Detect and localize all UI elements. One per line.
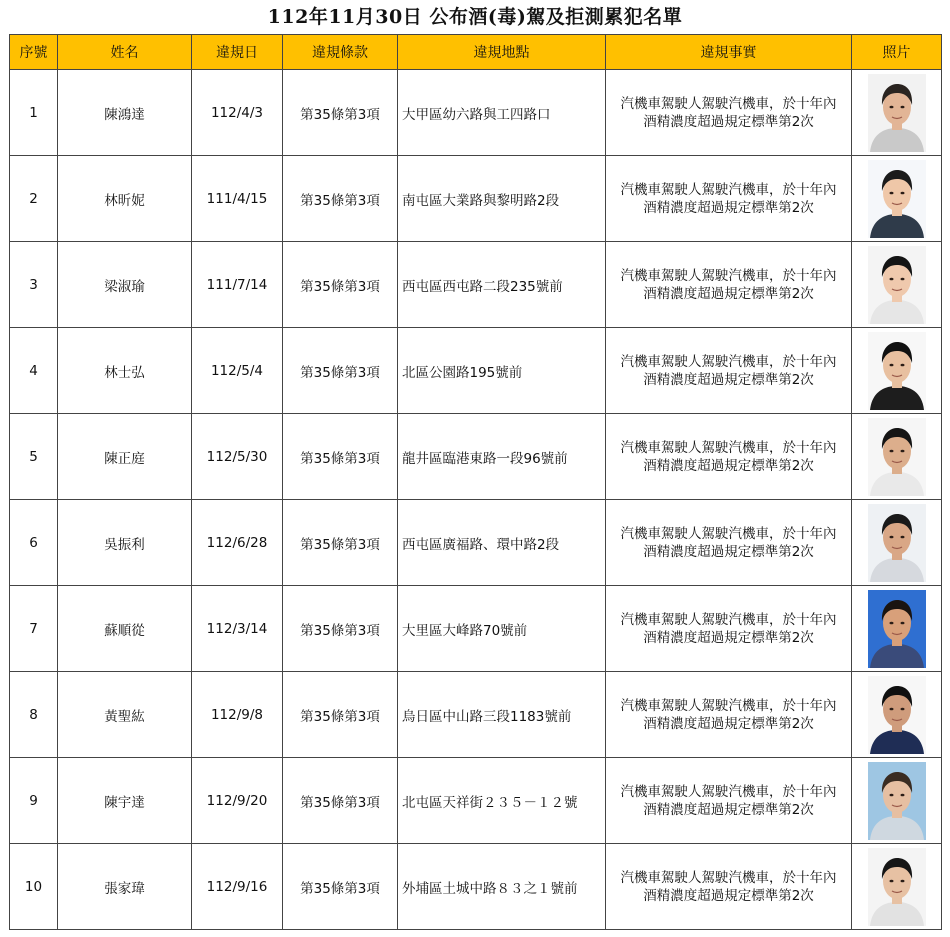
col-header-clause: 違規條款 xyxy=(283,35,398,70)
fact-line-2: 酒精濃度超過規定標準第2次 xyxy=(643,887,814,904)
cell-date: 111/7/14 xyxy=(192,242,283,328)
cell-name: 林昕妮 xyxy=(58,156,192,242)
cell-photo xyxy=(852,70,942,156)
offender-table xyxy=(9,34,942,930)
cell-number: 2 xyxy=(10,156,58,242)
cell-date: 112/5/4 xyxy=(192,328,283,414)
col-header-date: 違規日 xyxy=(192,35,283,70)
cell-date: 111/4/15 xyxy=(192,156,283,242)
cell-date: 112/4/3 xyxy=(192,70,283,156)
table-header-row xyxy=(10,35,942,70)
fact-line-2: 酒精濃度超過規定標準第2次 xyxy=(643,801,814,818)
cell-number: 10 xyxy=(10,844,58,930)
cell-photo xyxy=(852,156,942,242)
cell-location: 南屯區大業路與黎明路2段 xyxy=(398,156,606,242)
cell-photo xyxy=(852,758,942,844)
fact-line-1: 汽機車駕駛人駕駛汽機車，於十年內 xyxy=(620,697,837,714)
table-row xyxy=(10,414,942,500)
cell-photo xyxy=(852,242,942,328)
cell-location: 龍井區臨港東路一段96號前 xyxy=(398,414,606,500)
cell-name: 陳正庭 xyxy=(58,414,192,500)
cell-location: 大甲區幼六路與工四路口 xyxy=(398,70,606,156)
table-row xyxy=(10,500,942,586)
col-header-name: 姓名 xyxy=(58,35,192,70)
cell-location: 西屯區西屯路二段235號前 xyxy=(398,242,606,328)
cell-photo xyxy=(852,844,942,930)
cell-photo xyxy=(852,328,942,414)
portrait-photo xyxy=(868,418,926,496)
cell-number: 1 xyxy=(10,70,58,156)
cell-location: 北屯區天祥街２３５－１２號 xyxy=(398,758,606,844)
cell-name: 陳宇達 xyxy=(58,758,192,844)
col-header-photo: 照片 xyxy=(852,35,942,70)
cell-date: 112/9/16 xyxy=(192,844,283,930)
table-row xyxy=(10,328,942,414)
cell-fact xyxy=(606,500,852,586)
cell-location: 大里區大峰路70號前 xyxy=(398,586,606,672)
fact-line-2: 酒精濃度超過規定標準第2次 xyxy=(643,199,814,216)
cell-location: 外埔區土城中路８３之１號前 xyxy=(398,844,606,930)
col-header-fact: 違規事實 xyxy=(606,35,852,70)
cell-number: 3 xyxy=(10,242,58,328)
table-row xyxy=(10,242,942,328)
cell-fact xyxy=(606,586,852,672)
fact-line-1: 汽機車駕駛人駕駛汽機車，於十年內 xyxy=(620,611,837,628)
fact-line-2: 酒精濃度超過規定標準第2次 xyxy=(643,285,814,302)
cell-clause: 第35條第3項 xyxy=(283,672,398,758)
portrait-photo xyxy=(868,848,926,926)
table-row xyxy=(10,156,942,242)
cell-location: 烏日區中山路三段1183號前 xyxy=(398,672,606,758)
cell-fact xyxy=(606,414,852,500)
fact-line-1: 汽機車駕駛人駕駛汽機車，於十年內 xyxy=(620,869,837,886)
fact-line-2: 酒精濃度超過規定標準第2次 xyxy=(643,113,814,130)
cell-clause: 第35條第3項 xyxy=(283,586,398,672)
cell-clause: 第35條第3項 xyxy=(283,242,398,328)
fact-line-1: 汽機車駕駛人駕駛汽機車，於十年內 xyxy=(620,525,837,542)
table-row xyxy=(10,586,942,672)
table-row xyxy=(10,672,942,758)
cell-photo xyxy=(852,672,942,758)
cell-date: 112/5/30 xyxy=(192,414,283,500)
table-row xyxy=(10,758,942,844)
cell-date: 112/6/28 xyxy=(192,500,283,586)
cell-number: 4 xyxy=(10,328,58,414)
fact-line-1: 汽機車駕駛人駕駛汽機車，於十年內 xyxy=(620,353,837,370)
cell-photo xyxy=(852,586,942,672)
cell-fact xyxy=(606,844,852,930)
col-header-number: 序號 xyxy=(10,35,58,70)
fact-line-1: 汽機車駕駛人駕駛汽機車，於十年內 xyxy=(620,267,837,284)
cell-name: 蘇順從 xyxy=(58,586,192,672)
portrait-photo xyxy=(868,74,926,152)
cell-name: 張家瑋 xyxy=(58,844,192,930)
cell-fact xyxy=(606,672,852,758)
fact-line-1: 汽機車駕駛人駕駛汽機車，於十年內 xyxy=(620,439,837,456)
cell-name: 黃聖紘 xyxy=(58,672,192,758)
cell-number: 9 xyxy=(10,758,58,844)
cell-number: 5 xyxy=(10,414,58,500)
cell-location: 西屯區廣福路、環中路2段 xyxy=(398,500,606,586)
cell-date: 112/3/14 xyxy=(192,586,283,672)
portrait-photo xyxy=(868,676,926,754)
table-row xyxy=(10,70,942,156)
cell-name: 陳鴻達 xyxy=(58,70,192,156)
cell-clause: 第35條第3項 xyxy=(283,70,398,156)
cell-photo xyxy=(852,500,942,586)
cell-clause: 第35條第3項 xyxy=(283,844,398,930)
cell-number: 6 xyxy=(10,500,58,586)
portrait-photo xyxy=(868,762,926,840)
page-title: 112年11月30日 公布酒(毒)駕及拒測累犯名單 xyxy=(267,6,683,28)
fact-line-1: 汽機車駕駛人駕駛汽機車，於十年內 xyxy=(620,783,837,800)
cell-photo xyxy=(852,414,942,500)
cell-clause: 第35條第3項 xyxy=(283,500,398,586)
fact-line-2: 酒精濃度超過規定標準第2次 xyxy=(643,543,814,560)
fact-line-2: 酒精濃度超過規定標準第2次 xyxy=(643,629,814,646)
cell-name: 林士弘 xyxy=(58,328,192,414)
fact-line-1: 汽機車駕駛人駕駛汽機車，於十年內 xyxy=(620,95,837,112)
cell-fact xyxy=(606,70,852,156)
portrait-photo xyxy=(868,504,926,582)
portrait-photo xyxy=(868,590,926,668)
cell-clause: 第35條第3項 xyxy=(283,414,398,500)
cell-fact xyxy=(606,242,852,328)
fact-line-2: 酒精濃度超過規定標準第2次 xyxy=(643,457,814,474)
fact-line-2: 酒精濃度超過規定標準第2次 xyxy=(643,371,814,388)
portrait-photo xyxy=(868,246,926,324)
col-header-location: 違規地點 xyxy=(398,35,606,70)
cell-date: 112/9/20 xyxy=(192,758,283,844)
cell-name: 梁淑瑜 xyxy=(58,242,192,328)
cell-fact xyxy=(606,758,852,844)
cell-number: 8 xyxy=(10,672,58,758)
portrait-photo xyxy=(868,332,926,410)
cell-location: 北區公園路195號前 xyxy=(398,328,606,414)
cell-date: 112/9/8 xyxy=(192,672,283,758)
cell-fact xyxy=(606,328,852,414)
cell-number: 7 xyxy=(10,586,58,672)
cell-fact xyxy=(606,156,852,242)
portrait-photo xyxy=(868,160,926,238)
table-row xyxy=(10,844,942,930)
fact-line-2: 酒精濃度超過規定標準第2次 xyxy=(643,715,814,732)
cell-clause: 第35條第3項 xyxy=(283,328,398,414)
fact-line-1: 汽機車駕駛人駕駛汽機車，於十年內 xyxy=(620,181,837,198)
cell-clause: 第35條第3項 xyxy=(283,758,398,844)
cell-name: 吳振利 xyxy=(58,500,192,586)
cell-clause: 第35條第3項 xyxy=(283,156,398,242)
